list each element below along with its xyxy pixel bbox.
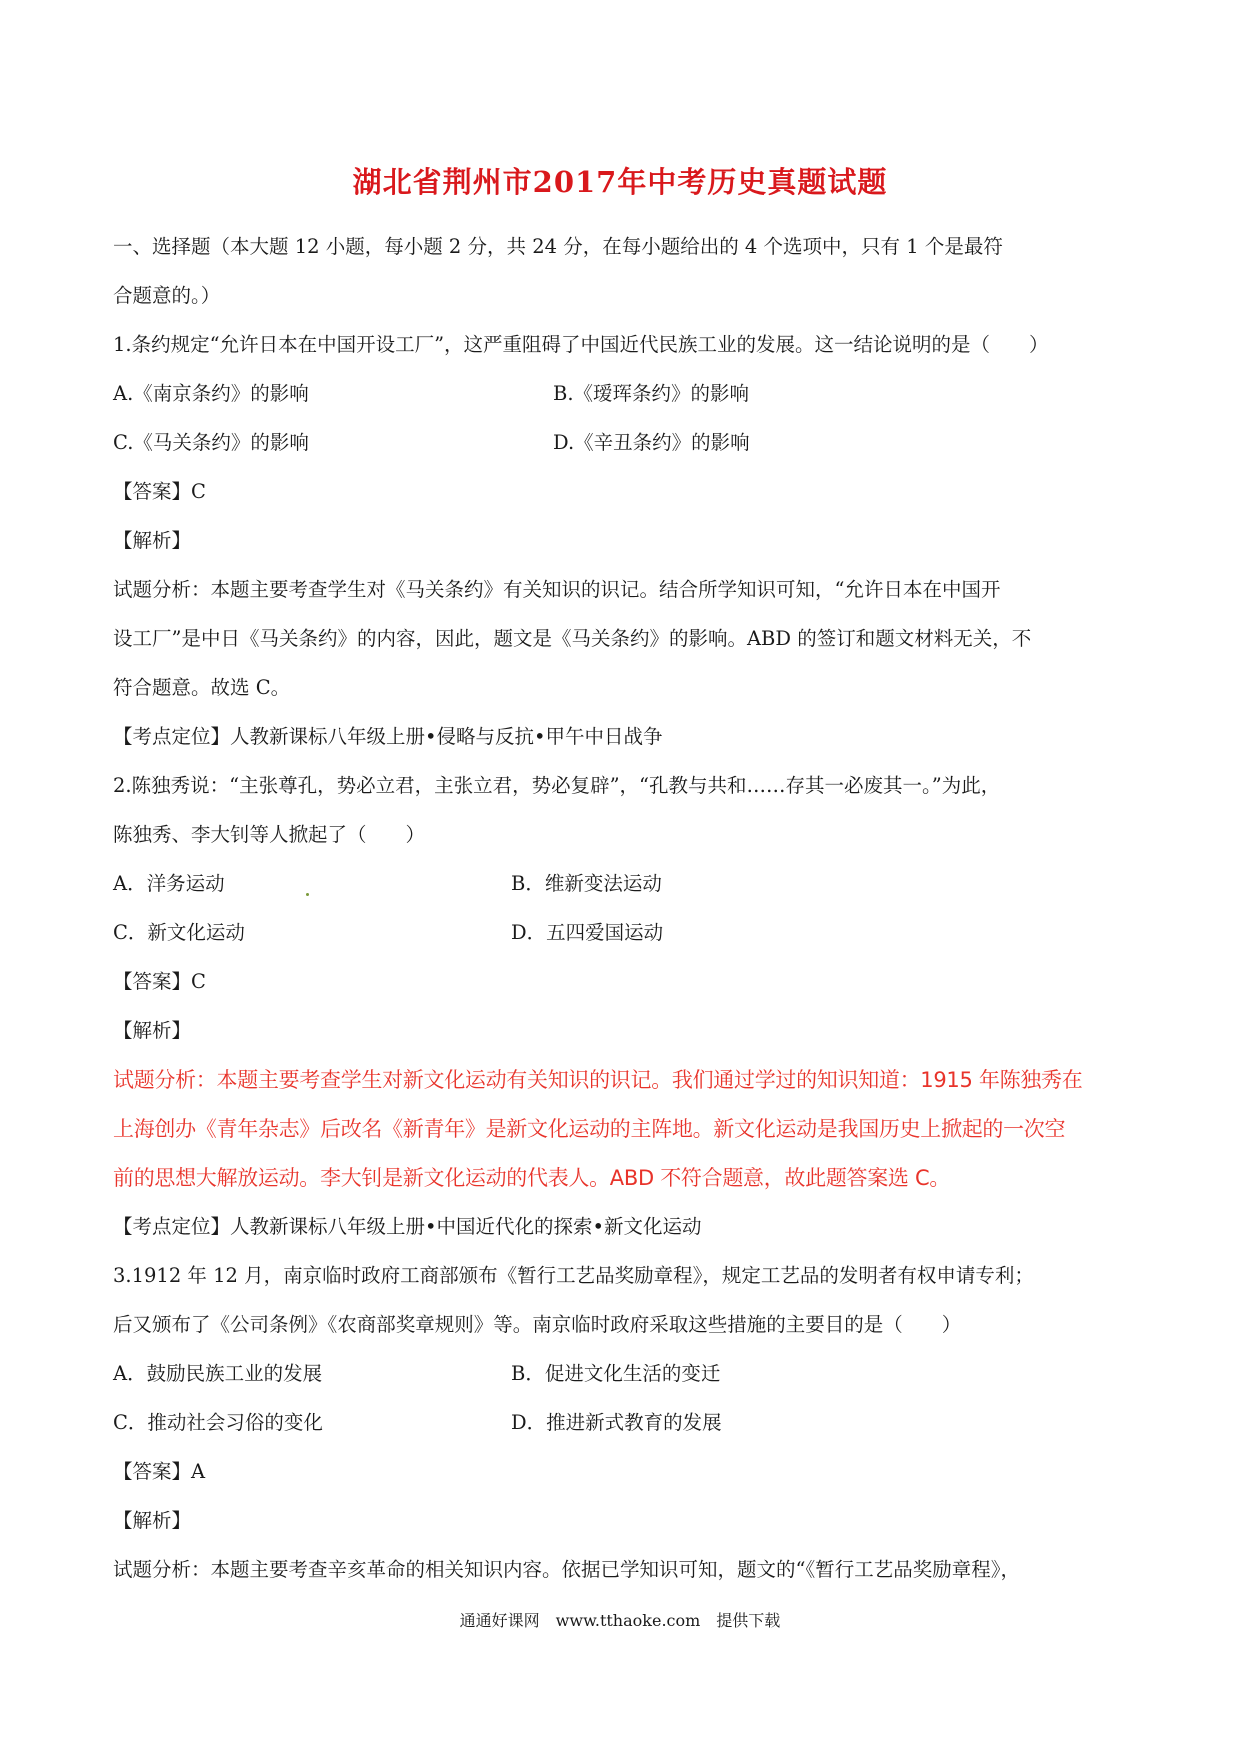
question-2-stem: 2.陈独秀说：“主张尊孔，势必立君，主张立君，势必复辟”，“孔教与共和……存其一必废其一。”为此， (113, 774, 1001, 797)
page-footer: 通通好课网 www.tthaoke.com 提供下载 (459, 1611, 781, 1630)
question-1-stem: 1.条约规定“允许日本在中国开设工厂”，这严重阻碍了中国近代民族工业的发展。这一结论说明的是（ ） (113, 333, 1049, 356)
option-c: C．推动社会习俗的变化 (113, 1411, 323, 1434)
question-1-analysis-label: 【解析】 (113, 529, 192, 552)
option-c: C.《马关条约》的影响 (113, 431, 309, 454)
scan-speck (306, 893, 309, 896)
question-2-options-row-2 (113, 908, 1133, 957)
question-2-stem-cont: 陈独秀、李大钊等人掀起了（ ） (113, 823, 426, 846)
question-1-answer: 【答案】C (113, 480, 206, 503)
question-3-answer: 【答案】A (113, 1460, 206, 1483)
question-1-analysis-line: 符合题意。故选 C。 (113, 676, 291, 699)
option-d: D．推进新式教育的发展 (511, 1411, 722, 1434)
question-2-analysis-line: 试题分析：本题主要考查学生对新文化运动有关知识的识记。我们通过学过的知识知道：1915 年陈独秀在 (113, 1068, 1083, 1092)
exam-content (113, 222, 1133, 1594)
question-3-analysis-line: 试题分析：本题主要考查辛亥革命的相关知识内容。依据已学知识可知，题文的“《暂行工艺品奖励章程》， (113, 1558, 1020, 1581)
section-intro-cont: 合题意的。） (113, 284, 221, 307)
question-3-options-row-1 (113, 1349, 1133, 1398)
question-3-analysis-label: 【解析】 (113, 1509, 192, 1532)
option-a: A．洋务运动 (113, 872, 225, 895)
question-1-analysis-line: 试题分析：本题主要考查学生对《马关条约》有关知识的识记。结合所学知识可知，“允许日本在中国开 (113, 578, 1001, 601)
question-2-analysis-line: 前的思想大解放运动。李大钊是新文化运动的代表人。ABD 不符合题意，故此题答案选 C。 (113, 1166, 951, 1190)
option-a: A．鼓励民族工业的发展 (113, 1362, 323, 1385)
section-intro: 一、选择题（本大题 12 小题，每小题 2 分，共 24 分，在每小题给出的 4 个选项中，只有 1 个是最符 (113, 235, 1003, 258)
option-a: A.《南京条约》的影响 (113, 382, 309, 405)
question-1-analysis-line: 设工厂”是中日《马关条约》的内容，因此，题文是《马关条约》的影响。ABD 的签订和题文材料无关，不 (113, 627, 1032, 650)
question-1-options-row-2 (113, 418, 1133, 467)
question-1-kaodian: 【考点定位】人教新课标八年级上册•侵略与反抗•甲午中日战争 (113, 725, 663, 748)
page-title: 湖北省荆州市2017年中考历史真题试题 (352, 165, 888, 199)
question-2-analysis-label: 【解析】 (113, 1019, 192, 1042)
question-3-stem: 3.1912 年 12 月，南京临时政府工商部颁布《暂行工艺品奖励章程》，规定工艺品的发明者有权申请专利； (113, 1264, 1034, 1287)
question-2-options-row-1 (113, 859, 1133, 908)
option-b: B．促进文化生活的变迁 (511, 1362, 721, 1385)
option-b: B.《瑷珲条约》的影响 (553, 382, 750, 405)
option-c: C．新文化运动 (113, 921, 245, 944)
question-1-options-row-1 (113, 369, 1133, 418)
question-2-kaodian: 【考点定位】人教新课标八年级上册•中国近代化的探索•新文化运动 (113, 1215, 702, 1238)
question-2-analysis-line: 上海创办《青年杂志》后改名《新青年》是新文化运动的主阵地。新文化运动是我国历史上掀起的一次空 (113, 1117, 1066, 1141)
question-3-stem-cont: 后又颁布了《公司条例》《农商部奖章规则》等。南京临时政府采取这些措施的主要目的是（ ） (113, 1313, 962, 1336)
option-d: D.《辛丑条约》的影响 (553, 431, 750, 454)
question-3-options-row-2 (113, 1398, 1133, 1447)
question-2-answer: 【答案】C (113, 970, 206, 993)
option-d: D．五四爱国运动 (511, 921, 664, 944)
option-b: B．维新变法运动 (511, 872, 662, 895)
